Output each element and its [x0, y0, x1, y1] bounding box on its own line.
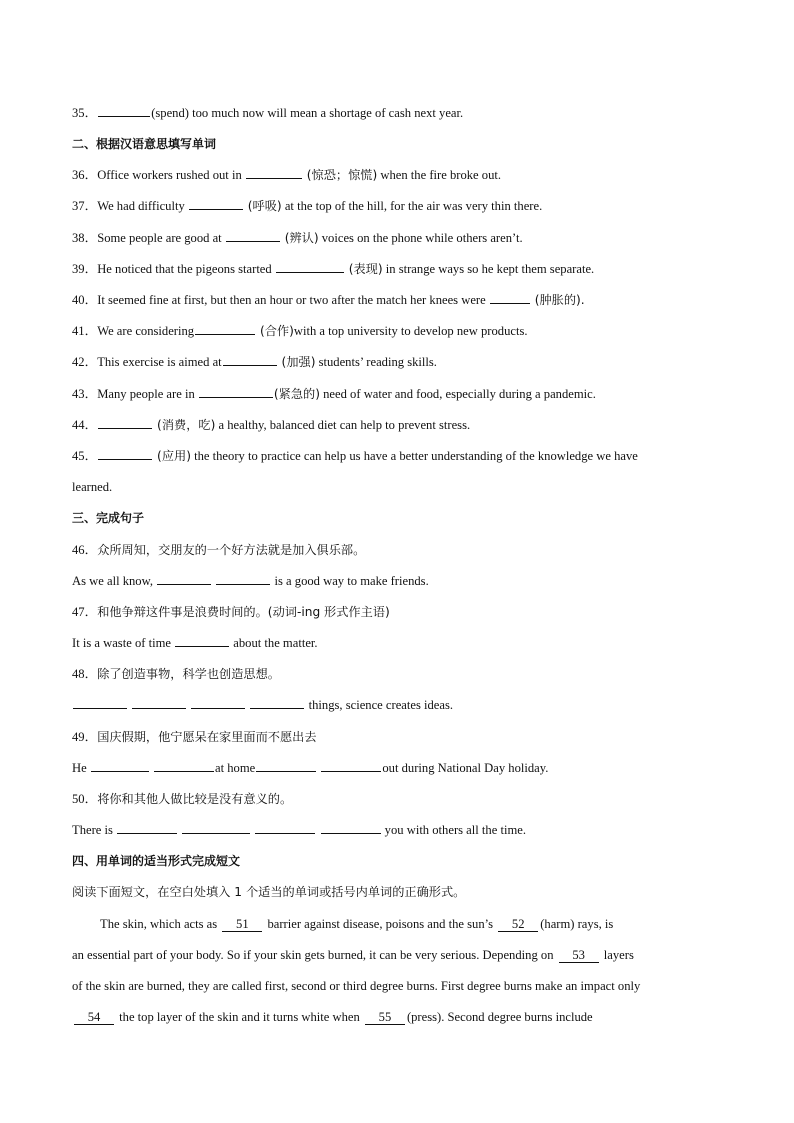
question-text: This exercise is aimed at — [97, 355, 222, 369]
passage-text: (press). Second degree burns include — [406, 1010, 593, 1024]
section-2-title: 二、根据汉语意思填写单词 — [72, 137, 217, 151]
question-47-prompt — [72, 603, 724, 621]
passage-blank-53[interactable]: 53 — [559, 948, 599, 963]
question-number: 39． — [72, 262, 98, 276]
chinese-hint: (应用) — [153, 449, 191, 463]
question-text: We had difficulty — [97, 199, 188, 213]
question-number: 45． — [72, 449, 98, 463]
question-number: 50． — [72, 792, 98, 806]
question-48-prompt — [72, 665, 724, 683]
question-text: things, science creates ideas. — [305, 698, 454, 712]
passage-text: the top layer of the skin and it turns white when — [116, 1010, 363, 1024]
answer-blank[interactable] — [321, 759, 381, 772]
answer-blank[interactable] — [157, 572, 211, 585]
question-text: It seemed fine at first, but then an hour or two after the match her knees were — [97, 293, 489, 307]
answer-blank[interactable] — [223, 353, 277, 366]
question-number: 37． — [72, 199, 98, 213]
question-48-answer — [72, 696, 724, 714]
question-number: 49． — [72, 730, 98, 744]
answer-blank[interactable] — [98, 447, 152, 460]
question-text: you with others all the time. — [381, 823, 526, 837]
question-text: need of water and food, especially during a pandemic. — [319, 387, 596, 401]
answer-blank[interactable] — [256, 759, 316, 772]
question-text: out during National Day holiday. — [382, 761, 549, 775]
answer-blank[interactable] — [117, 821, 177, 834]
question-text: As we all know, — [72, 574, 157, 588]
question-text: at home — [215, 761, 256, 775]
question-37 — [72, 197, 724, 215]
answer-blank[interactable] — [250, 696, 304, 709]
question-50-prompt — [72, 790, 724, 808]
chinese-hint: (合作) — [256, 324, 294, 338]
answer-blank[interactable] — [191, 696, 245, 709]
question-38 — [72, 229, 724, 247]
question-number: 47． — [72, 605, 98, 619]
question-40 — [72, 291, 724, 309]
chinese-hint: (惊恐；惊慌) — [302, 168, 378, 182]
passage-blank-54[interactable]: 54 — [74, 1010, 114, 1025]
chinese-sentence: 将你和其他人做比较是没有意义的。 — [97, 792, 293, 806]
question-number: 44． — [72, 418, 98, 432]
question-text: He noticed that the pigeons started — [97, 262, 275, 276]
question-number: 36． — [72, 168, 98, 182]
chinese-hint: (消费，吃) — [153, 418, 216, 432]
question-text: Some people are good at — [97, 231, 225, 245]
question-45 — [72, 447, 724, 465]
question-41 — [72, 322, 724, 340]
chinese-hint: (表现) — [344, 262, 383, 276]
passage-blank-52[interactable]: 52 — [498, 917, 538, 932]
passage-text: barrier against disease, poisons and the sun’s — [264, 917, 497, 931]
question-text: a healthy, balanced diet can help to prevent stress. — [215, 418, 471, 432]
answer-blank[interactable] — [246, 166, 302, 179]
passage-line-4 — [72, 1008, 724, 1026]
passage-text: The skin, which acts as — [100, 917, 221, 931]
chinese-hint: (辨认) — [280, 231, 319, 245]
answer-blank[interactable] — [226, 229, 280, 242]
answer-blank[interactable] — [255, 821, 315, 834]
chinese-hint: (紧急的) — [273, 387, 320, 401]
question-text: It is a waste of time — [72, 636, 175, 650]
answer-blank[interactable] — [195, 322, 255, 335]
answer-blank[interactable] — [490, 291, 530, 304]
question-text: voices on the phone while others aren’t. — [318, 231, 523, 245]
answer-blank[interactable] — [73, 696, 127, 709]
question-text: There is — [72, 823, 117, 837]
question-text: Many people are in — [97, 387, 198, 401]
question-35 — [72, 104, 724, 122]
passage-text: an essential part of your body. So if your skin gets burned, it can be very serious. Depending on — [72, 948, 557, 962]
answer-blank[interactable] — [98, 416, 152, 429]
passage-line-2 — [72, 946, 724, 964]
passage-blank-55[interactable]: 55 — [365, 1010, 405, 1025]
section-4-instruction: 阅读下面短文，在空白处填入 1 个适当的单词或括号内单词的正确形式。 — [72, 885, 466, 899]
answer-blank[interactable] — [175, 634, 229, 647]
question-36 — [72, 166, 724, 184]
question-text: We are considering — [97, 324, 195, 338]
question-39 — [72, 260, 724, 278]
question-text: the theory to practice can help us have a better understanding of the knowledge we have — [190, 449, 638, 463]
question-49-answer — [72, 759, 724, 777]
question-text: in strange ways so he kept them separate. — [382, 262, 595, 276]
answer-blank[interactable] — [132, 696, 186, 709]
chinese-hint: (加强) — [277, 355, 316, 369]
section-3-title: 三、完成句子 — [72, 511, 145, 525]
question-text: too much now will mean a shortage of cash next year. — [188, 106, 464, 120]
question-number: 42． — [72, 355, 98, 369]
question-text: at the top of the hill, for the air was very thin there. — [281, 199, 543, 213]
answer-blank[interactable] — [182, 821, 250, 834]
question-number: 38． — [72, 231, 98, 245]
passage-text: layers — [600, 948, 634, 962]
question-50-answer — [72, 821, 724, 839]
question-46-prompt — [72, 541, 724, 559]
question-number: 46． — [72, 543, 98, 557]
question-text: when the fire broke out. — [377, 168, 502, 182]
chinese-hint: (肿胀的). — [530, 293, 585, 307]
question-number: 43． — [72, 387, 98, 401]
answer-blank[interactable] — [98, 104, 150, 117]
question-45-continued: learned. — [72, 480, 113, 494]
question-46-answer — [72, 572, 724, 590]
question-number: 40． — [72, 293, 98, 307]
chinese-hint: (呼吸) — [243, 199, 282, 213]
answer-blank[interactable] — [189, 197, 243, 210]
section-4-title: 四、用单词的适当形式完成短文 — [72, 854, 241, 868]
passage-text: (harm) rays, is — [540, 917, 614, 931]
answer-blank[interactable] — [91, 759, 149, 772]
passage-blank-51[interactable]: 51 — [222, 917, 262, 932]
chinese-sentence: 和他争辩这件事是浪费时间的。(动词-ing 形式作主语) — [97, 605, 390, 619]
answer-blank[interactable] — [199, 385, 273, 398]
chinese-sentence: 除了创造事物，科学也创造思想。 — [97, 667, 280, 681]
chinese-sentence: 众所周知，交朋友的一个好方法就是加入俱乐部。 — [97, 543, 366, 557]
question-text: Office workers rushed out in — [97, 168, 245, 182]
question-text: students’ reading skills. — [315, 355, 437, 369]
passage-line-1 — [72, 915, 724, 933]
question-number: 35． — [72, 106, 98, 120]
question-number: 41． — [72, 324, 98, 338]
question-47-answer — [72, 634, 724, 652]
answer-blank[interactable] — [154, 759, 214, 772]
question-44 — [72, 416, 724, 434]
answer-blank[interactable] — [276, 260, 344, 273]
question-text: about the matter. — [230, 636, 318, 650]
question-42 — [72, 353, 724, 371]
chinese-sentence: 国庆假期，他宁愿呆在家里面而不愿出去 — [97, 730, 317, 744]
question-49-prompt — [72, 728, 724, 746]
question-text: with a top university to develop new products. — [293, 324, 528, 338]
question-43 — [72, 385, 724, 403]
answer-blank[interactable] — [321, 821, 381, 834]
answer-blank[interactable] — [216, 572, 270, 585]
word-hint: (spend) — [151, 106, 189, 120]
passage-line-3: of the skin are burned, they are called first, second or third degree burns. First degree burns make an impact only — [72, 979, 641, 993]
question-number: 48． — [72, 667, 98, 681]
question-text: He — [72, 761, 90, 775]
question-text: is a good way to make friends. — [271, 574, 429, 588]
